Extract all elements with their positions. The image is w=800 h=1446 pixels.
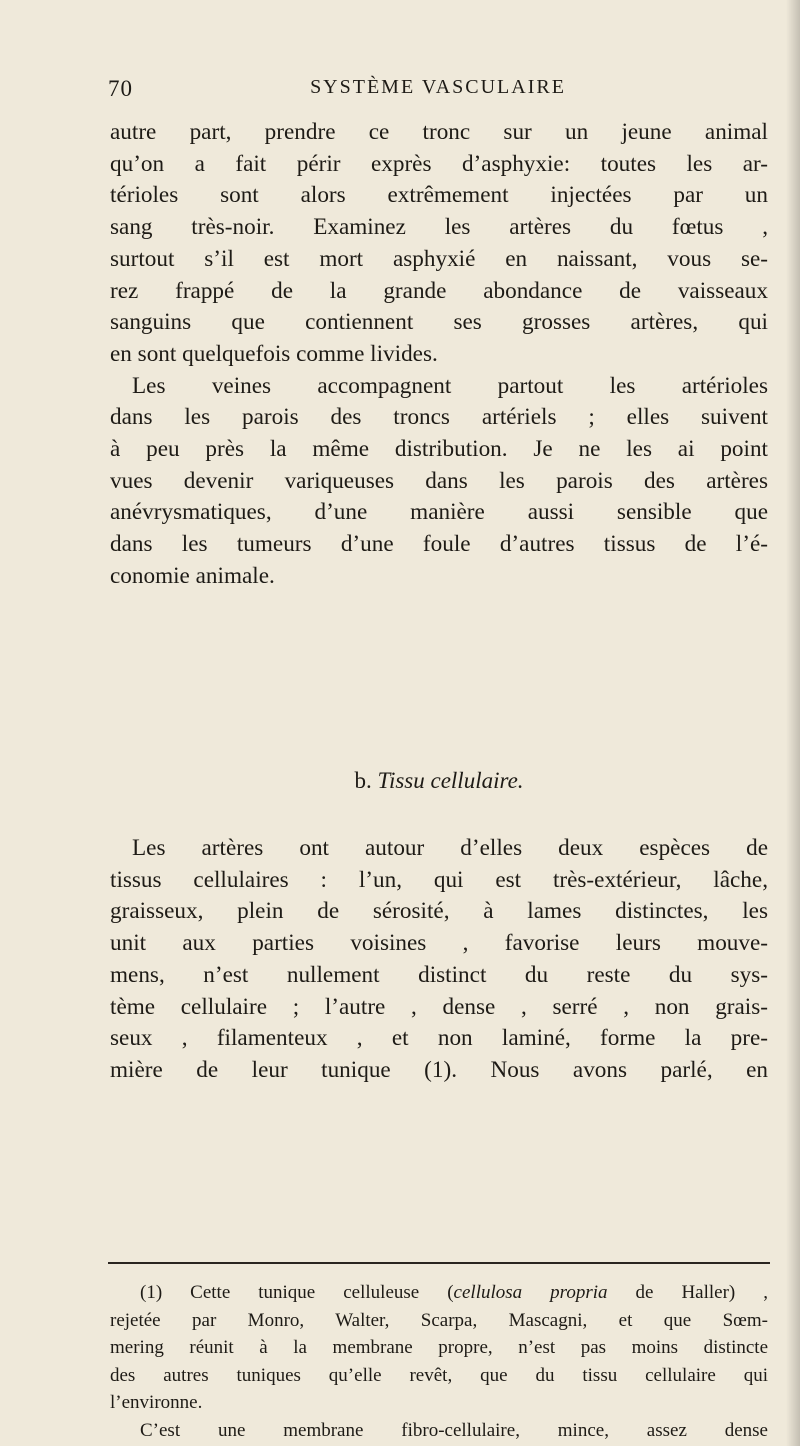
running-head: SYSTÈME VASCULAIRE (310, 76, 566, 98)
footnote-line: des autres tuniques qu’elle revêt, que du tissu cellulaire qui (110, 1364, 768, 1386)
text-line: autre part, prendre ce tronc sur un jeune animal (110, 119, 768, 145)
text-line: à peu près la même distribution. Je ne les ai point (110, 436, 768, 463)
footnote-text-end: de Haller) , (607, 1282, 768, 1303)
page-header (108, 76, 768, 106)
text-line: anévrysmatiques, d’une manière aussi sensible que (110, 499, 768, 526)
footnote-line: rejetée par Monro, Walter, Scarpa, Mascagni, et que Sœm- (110, 1309, 768, 1331)
text-line: dans les parois des troncs artériels ; elles suivent (110, 404, 768, 431)
text-line: sanguins que contiennent ses grosses artères, qui (110, 309, 768, 336)
text-line: sang très-noir. Examinez les artères du fœtus , (110, 214, 768, 241)
footnote-line: l’environne. (110, 1392, 203, 1413)
page-number: 70 (108, 76, 133, 101)
text-line: rez frappé de la grande abondance de vaisseaux (110, 277, 768, 304)
section-heading (110, 768, 768, 794)
text-line: Les artères ont autour d’elles deux espèces de (132, 835, 768, 861)
text-line: vues devenir variqueuses dans les parois des artères (110, 467, 768, 494)
text-line: dans les tumeurs d’une foule d’autres tissus de l’é- (110, 531, 768, 558)
text-line: tème cellulaire ; l’autre , dense , serré , non grais- (110, 993, 768, 1020)
text-line: mens, n’est nullement distinct du reste du sys- (110, 961, 768, 988)
section-title: Tissu cellulaire. (377, 768, 524, 793)
main-text (110, 117, 768, 593)
main-text-continued (110, 833, 768, 1087)
footnote-text-start: (1) Cette tunique celluleuse ( (140, 1282, 454, 1303)
footnote-line: mering réunit à la membrane propre, n’est pas moins distincte (110, 1337, 768, 1358)
footnote-latin-term: cellulosa propria (453, 1282, 608, 1303)
paragraph-3 (110, 833, 768, 1087)
text-line: qu’on a fait périr exprès d’asphyxie: toutes les ar- (110, 150, 768, 177)
footnote-divider (108, 1262, 770, 1264)
text-line: unit aux parties voisines , favorise leurs mouve- (110, 930, 768, 957)
text-line: tissus cellulaires : l’un, qui est très-extérieur, lâche, (110, 866, 768, 893)
text-line: conomie animale. (110, 562, 275, 589)
section-letter: b. (354, 768, 372, 793)
text-line: surtout s’il est mort asphyxié en naissant, vous se- (110, 245, 768, 272)
footnote (110, 1279, 768, 1444)
text-line: seux , filamenteux , et non laminé, forme la pre- (110, 1025, 768, 1052)
paragraph-1 (110, 117, 768, 371)
text-line: Les veines accompagnent partout les artérioles (132, 372, 768, 399)
text-line: en sont quelquefois comme livides. (110, 340, 438, 367)
text-line: graisseux, plein de sérosité, à lames distinctes, les (110, 898, 768, 925)
text-line: mière de leur tunique (1). Nous avons parlé, en (110, 1056, 768, 1083)
paragraph-2 (110, 371, 768, 593)
page-edge-shadow (786, 0, 800, 1446)
footnote-line: C’est une membrane fibro-cellulaire, mince, assez dense (140, 1419, 768, 1441)
text-line: térioles sont alors extrêmement injectées par un (110, 182, 768, 209)
footnote-line (110, 1279, 768, 1307)
